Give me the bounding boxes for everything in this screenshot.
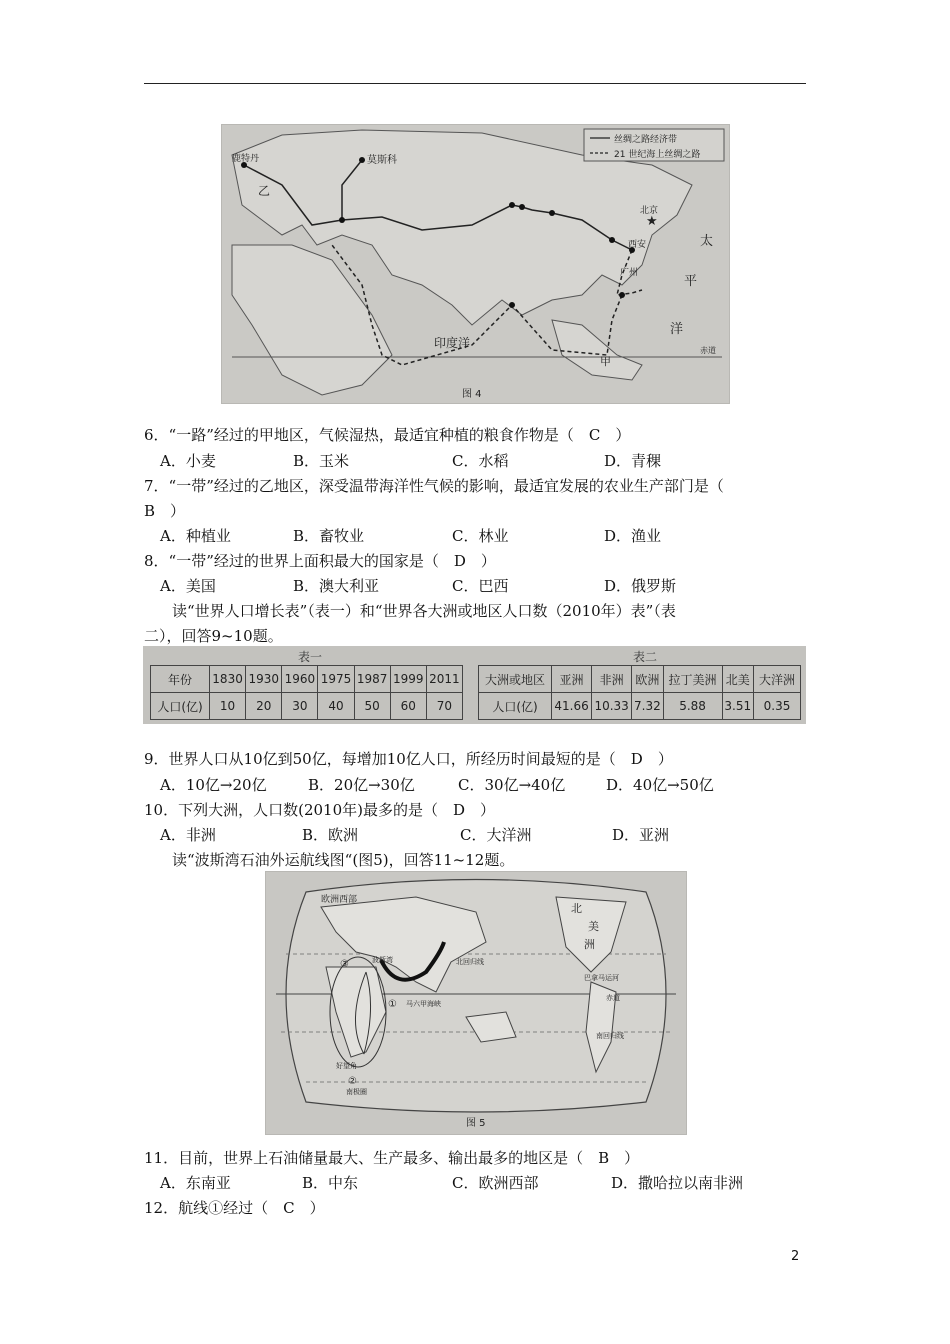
figure-4-caption: 图 4 [462, 389, 482, 400]
table-cell: 拉丁美洲 [663, 666, 722, 693]
q11-option-a: A．东南亚 [160, 1174, 231, 1192]
question-11: 11．目前，世界上石油储量最大、生产最多、输出最多的地区是（ B ） [144, 1149, 640, 1167]
table-cell: 北美 [722, 666, 753, 693]
table-cell: 60 [390, 693, 426, 720]
label-xian: 西安 [628, 240, 647, 250]
table-cell: 1987 [354, 666, 390, 693]
figure-5-map [265, 871, 687, 1135]
label-gulf: 波斯湾 [372, 956, 393, 964]
silk-road-map [222, 125, 729, 403]
question-6: 6．“一路”经过的甲地区，气候湿热，最适宜种植的粮食作物是（ C ） [144, 426, 631, 444]
legend-land-route: 丝绸之路经济带 [614, 135, 678, 145]
table-cell: 年份 [151, 666, 210, 693]
table-cell: 1975 [318, 666, 354, 693]
label-guangzhou: 广州 [620, 268, 639, 278]
label-cape: 好望角 [336, 1062, 357, 1070]
q8-option-d: D．俄罗斯 [604, 577, 677, 595]
label-moscow: 莫斯科 [367, 155, 397, 166]
question-12: 12．航线①经过（ C ） [144, 1199, 325, 1217]
label-jia: 甲 [600, 355, 611, 368]
table-2 [478, 665, 801, 720]
q10-option-a: A．非洲 [160, 826, 216, 844]
label-yi: 乙 [258, 184, 271, 198]
table-cell: 10.33 [592, 693, 632, 720]
figure-4-map [221, 124, 730, 404]
q10-option-b: B．欧洲 [302, 826, 359, 844]
label-pacific-1: 太 [700, 234, 714, 249]
label-pacific-2: 平 [684, 274, 698, 289]
q7-option-d: D．渔业 [604, 527, 662, 545]
table-cell: 非洲 [592, 666, 632, 693]
table-cell: 30 [282, 693, 318, 720]
table-cell: 5.88 [663, 693, 722, 720]
figure-5-caption: 图 5 [466, 1118, 486, 1129]
table-cell: 欧洲 [632, 666, 663, 693]
table-cell: 3.51 [722, 693, 753, 720]
q6-option-a: A．小麦 [160, 452, 216, 470]
q7-option-b: B．畜牧业 [293, 527, 365, 545]
q10-option-c: C．大洋洲 [460, 826, 532, 844]
q6-option-b: B．玉米 [293, 452, 350, 470]
q7-option-c: C．林业 [452, 527, 509, 545]
legend-sea-route: 21 世纪海上丝绸之路 [614, 150, 701, 160]
table-cell: 1960 [282, 666, 318, 693]
table-cell: 70 [426, 693, 462, 720]
q9-option-d: D．40亿→50亿 [606, 776, 714, 794]
label-route-2: ② [348, 1076, 357, 1087]
table-cell: 1830 [210, 666, 246, 693]
label-route-1: ① [388, 999, 397, 1010]
tables-intro-line-1: 读“世界人口增长表”（表一）和“世界各大洲或地区人口数（2010年）表”（表 [172, 602, 676, 620]
tables-intro-line-2: 二），回答9~10题。 [144, 627, 283, 645]
table-1 [150, 665, 463, 720]
table-2-data-row [479, 693, 801, 720]
table-2-caption: 表二 [633, 650, 658, 664]
label-pacific-3: 洋 [670, 322, 684, 337]
table-cell: 2011 [426, 666, 462, 693]
q8-option-c: C．巴西 [452, 577, 509, 595]
page-number: 2 [791, 1249, 800, 1264]
table-cell: 1930 [246, 666, 282, 693]
label-west-europe: 欧洲西部 [321, 895, 358, 905]
header-rule [144, 83, 806, 84]
table-cell: 10 [210, 693, 246, 720]
question-8: 8．“一带”经过的世界上面积最大的国家是（ D ） [144, 552, 496, 570]
label-indian-ocean: 印度洋 [434, 336, 471, 350]
q6-option-c: C．水稻 [452, 452, 509, 470]
label-america: 美 [588, 920, 599, 933]
q8-option-b: B．澳大利亚 [293, 577, 380, 595]
q6-option-d: D．青稞 [604, 452, 662, 470]
q9-option-b: B．20亿→30亿 [308, 776, 415, 794]
q9-option-c: C．30亿→40亿 [458, 776, 566, 794]
table-cell: 大洋洲 [754, 666, 801, 693]
q10-option-d: D．亚洲 [612, 826, 670, 844]
table-cell: 大洲或地区 [479, 666, 552, 693]
label-canal: 巴拿马运河 [584, 974, 619, 982]
label-rotterdam: 鹿特丹 [232, 154, 260, 164]
label-continent: 洲 [584, 938, 595, 951]
table-cell: 50 [354, 693, 390, 720]
oil-route-map [266, 872, 686, 1134]
label-equator: 赤道 [700, 346, 716, 355]
question-7: 7．“一带”经过的乙地区，深受温带海洋性气候的影响，最适宜发展的农业生产部门是（ [144, 477, 724, 495]
table-cell: 40 [318, 693, 354, 720]
label-equator: 赤道 [606, 994, 620, 1002]
label-tropic-south: 南回归线 [596, 1032, 624, 1040]
q11-option-d: D．撒哈拉以南非洲 [611, 1174, 744, 1192]
table-cell: 20 [246, 693, 282, 720]
label-tropic-north: 北回归线 [456, 958, 484, 966]
label-north: 北 [571, 902, 582, 915]
q9-option-a: A．10亿→20亿 [160, 776, 267, 794]
q7-option-a: A．种植业 [160, 527, 231, 545]
q8-option-a: A．美国 [160, 577, 216, 595]
table-cell: 亚洲 [552, 666, 592, 693]
label-malacca: 马六甲海峡 [406, 1000, 441, 1008]
table-cell: 人口(亿) [151, 693, 210, 720]
table-cell: 1999 [390, 666, 426, 693]
question-9: 9．世界人口从10亿到50亿，每增加10亿人口，所经历时间最短的是（ D ） [144, 750, 673, 768]
question-10: 10．下列大洲，人口数(2010年)最多的是（ D ） [144, 801, 495, 819]
population-tables [143, 646, 806, 724]
q11-option-c: C．欧洲西部 [452, 1174, 539, 1192]
q11-option-b: B．中东 [302, 1174, 359, 1192]
label-beijing: 北京 [640, 206, 659, 216]
table-1-data-row [151, 693, 463, 720]
svg-text:★: ★ [646, 214, 658, 229]
table-2-header-row [479, 666, 801, 693]
table-1-header-row [151, 666, 463, 693]
table-cell: 0.35 [754, 693, 801, 720]
label-route-3: ③ [340, 959, 349, 970]
question-7-cont: B ） [144, 502, 186, 520]
label-antarctic: 南极圈 [346, 1088, 367, 1096]
table-1-caption: 表一 [298, 650, 323, 664]
table-cell: 41.66 [552, 693, 592, 720]
table-cell: 人口(亿) [479, 693, 552, 720]
figure-5-intro: 读“波斯湾石油外运航线图“(图5)，回答11~12题。 [172, 851, 515, 869]
table-cell: 7.32 [632, 693, 663, 720]
